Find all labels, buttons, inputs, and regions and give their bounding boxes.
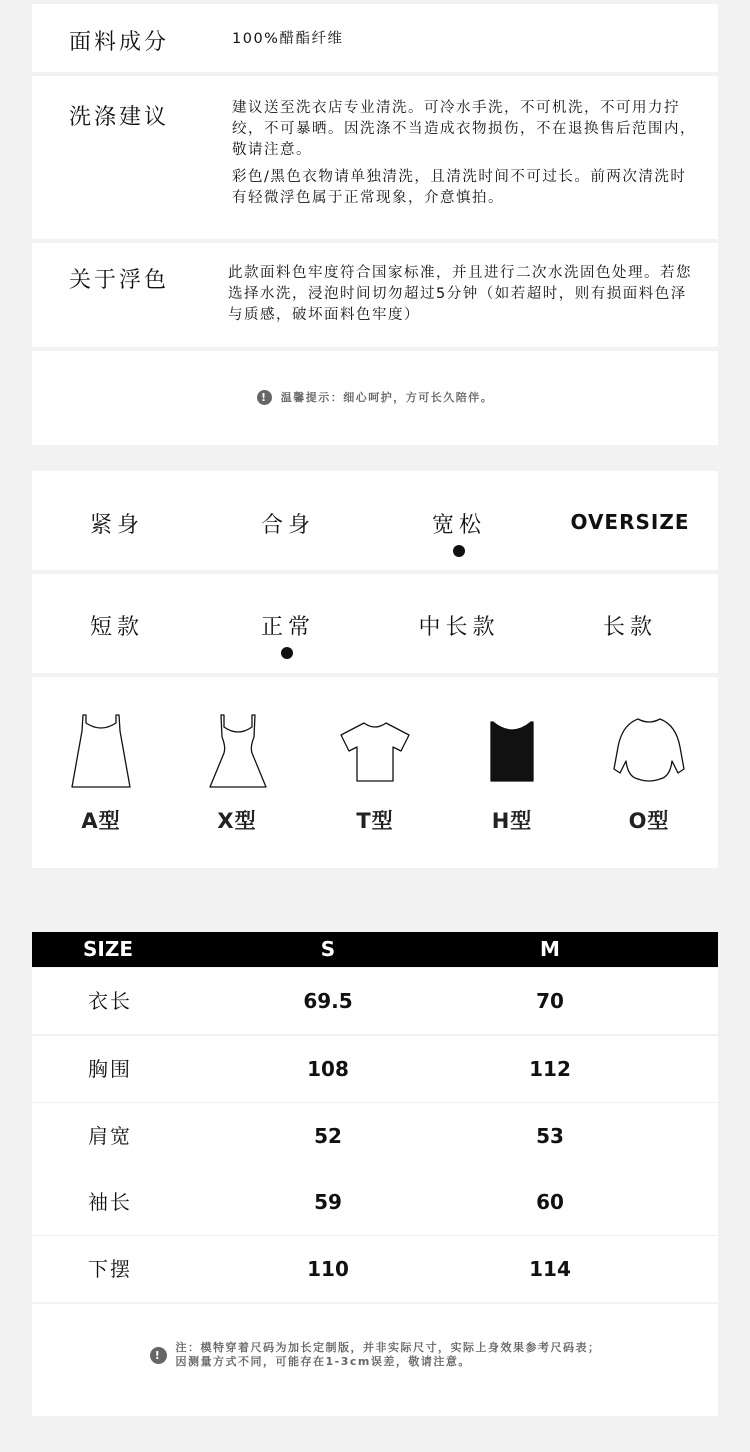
value-m: 114 [529, 1257, 571, 1281]
fading-row [32, 243, 718, 347]
fit-option-tight: 紧身 [89, 513, 144, 538]
h-line-vest-icon[interactable] [489, 720, 535, 782]
fabric-row [32, 4, 718, 72]
size-note-panel [32, 1304, 718, 1416]
a-line-dress-icon [70, 713, 132, 789]
x-line-dress-icon [208, 713, 268, 789]
fit-option-loose: 宽松 [431, 513, 486, 538]
silhouette-label-a: A型 [81, 809, 121, 833]
silhouette-label-t: T型 [356, 809, 394, 833]
o-line-top-icon [612, 717, 686, 785]
value-s: 69.5 [303, 989, 353, 1013]
silhouette-label-h: H型 [491, 809, 533, 833]
wash-paragraph-1: 建议送至洗衣店专业清洗。可冷水手洗，不可机洗，不可用力拧绞，不可暴晒。因洗涤不当造成衣物损伤，不在退换售后范围内，敬请注意。 [232, 100, 696, 158]
wash-row [32, 76, 718, 239]
exclamation-circle-icon: ! [257, 390, 272, 405]
silhouette-row [32, 677, 718, 868]
fit-option-regular: 合身 [260, 513, 315, 538]
length-option-short: 短款 [89, 615, 144, 640]
wash-title: 洗涤建议 [69, 105, 170, 130]
table-row [32, 968, 718, 1034]
fit-option-oversize: OVERSIZE [570, 510, 690, 534]
size-header-label: SIZE [82, 937, 133, 961]
size-note-line-1: 注：模特穿着尺码为加长定制版，并非实际尺寸，实际上身效果参考尺码表； [175, 1341, 601, 1354]
care-tip [32, 389, 718, 405]
silhouette-label-x: X型 [217, 809, 257, 833]
value-s: 108 [307, 1057, 349, 1081]
care-tip-text: 温馨提示：细心呵护，方可长久陪伴。 [280, 391, 494, 404]
value-s: 110 [307, 1257, 349, 1281]
wash-paragraph-2: 彩色/黑色衣物请单独清洗，且清洗时间不可过长。前两次清洗时有轻微浮色属于正常现象，介意慎拍。 [232, 169, 687, 206]
fit-row [32, 471, 718, 570]
row-label: 衣长 [88, 989, 132, 1013]
size-header-s: S [320, 937, 336, 961]
table-row [32, 1169, 718, 1235]
wash-text [232, 98, 697, 209]
value-m: 53 [536, 1124, 564, 1148]
length-option-normal: 正常 [260, 615, 315, 640]
table-row [32, 1036, 718, 1102]
size-note [32, 1341, 718, 1369]
length-option-long: 长款 [602, 615, 657, 640]
row-label: 袖长 [88, 1190, 132, 1214]
length-row [32, 574, 718, 673]
t-shirt-icon [339, 721, 411, 783]
fabric-title: 面料成分 [69, 30, 170, 55]
size-note-line-2: 因测量方式不同，可能存在1-3cm误差，敬请注意。 [175, 1355, 471, 1368]
length-option-mid-long: 中长款 [418, 615, 500, 640]
table-row [32, 1103, 718, 1169]
row-label: 胸围 [88, 1057, 132, 1081]
silhouette-label-o: O型 [628, 809, 670, 833]
length-selected-dot [281, 647, 293, 659]
fabric-text: 100%醋酯纤维 [232, 31, 344, 47]
size-table-header [32, 932, 718, 967]
row-label: 肩宽 [88, 1124, 132, 1148]
exclamation-circle-icon: ! [150, 1347, 167, 1364]
value-s: 59 [314, 1190, 342, 1214]
value-m: 60 [536, 1190, 564, 1214]
value-s: 52 [314, 1124, 342, 1148]
value-m: 112 [529, 1057, 571, 1081]
row-label: 下摆 [88, 1257, 132, 1281]
value-m: 70 [536, 989, 564, 1013]
table-row [32, 1236, 718, 1302]
size-header-m: M [540, 937, 560, 961]
care-tip-panel [32, 351, 718, 445]
fit-selected-dot [453, 545, 465, 557]
fading-text: 此款面料色牢度符合国家标准，并且进行二次水洗固色处理。若您选择水洗，浸泡时间切勿超过5分钟（如若超时，则有损面料色泽与质感，破坏面料色牢度） [228, 265, 692, 323]
fading-title: 关于浮色 [69, 268, 170, 293]
